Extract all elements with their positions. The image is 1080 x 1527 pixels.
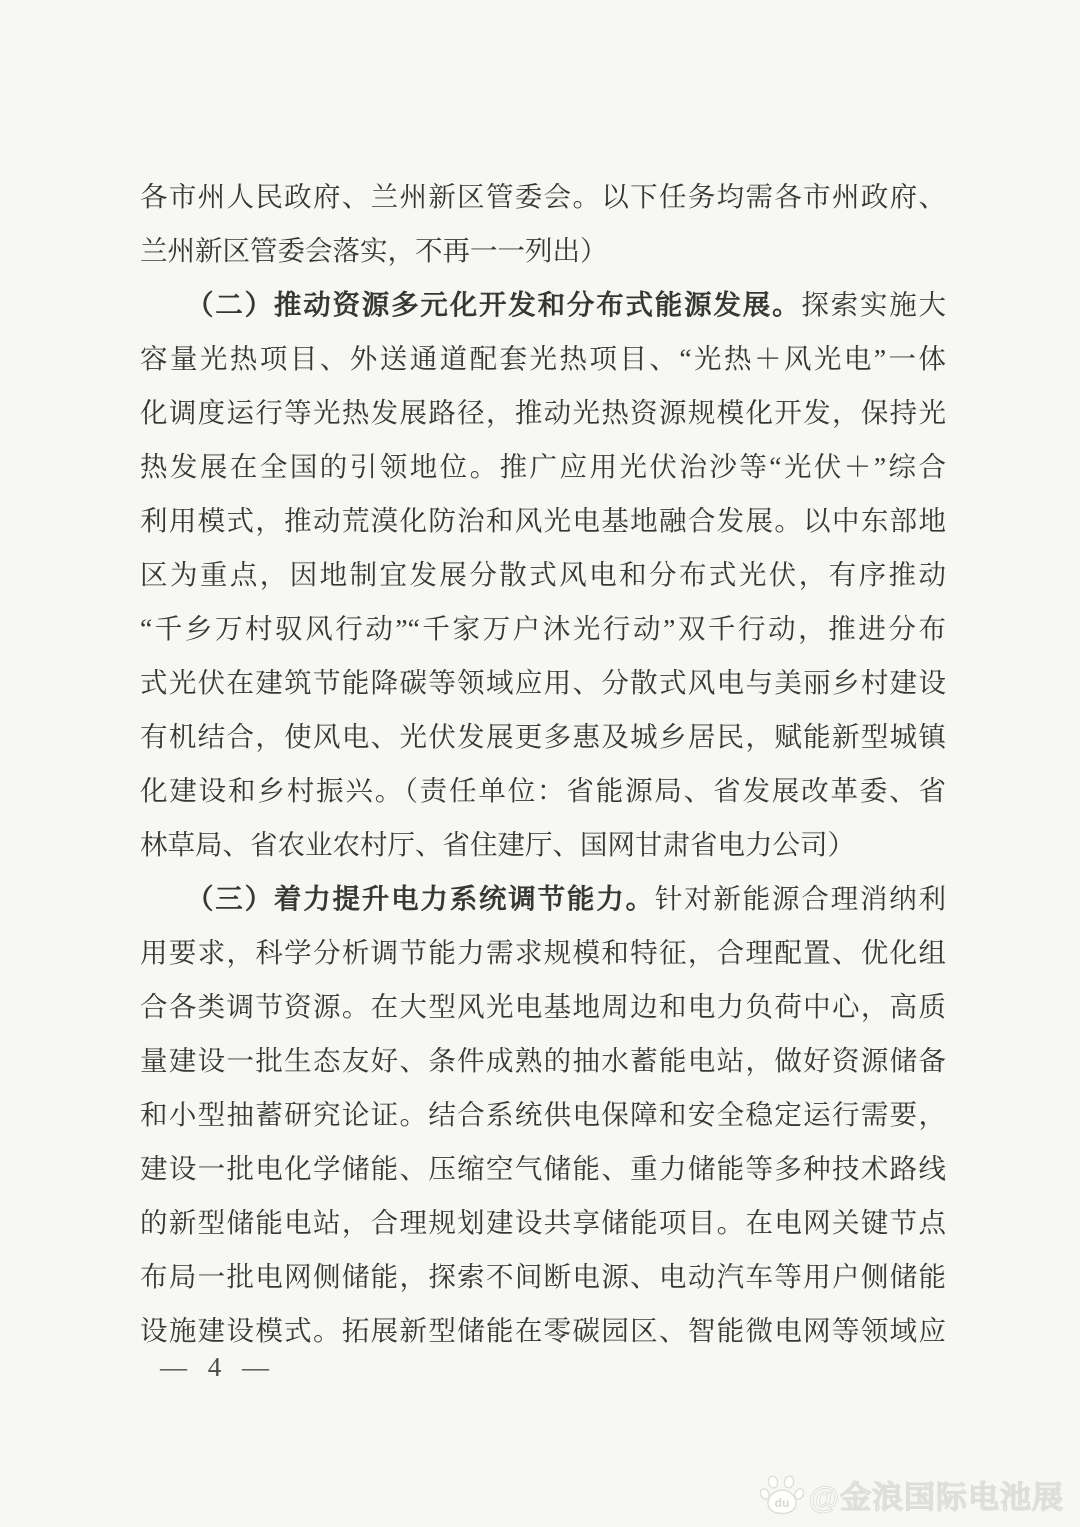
paragraph-line: 林草局、省农业农村厅、省住建厅、国网甘肃省电力公司）: [140, 829, 855, 860]
paragraph-line: 的新型储能电站，合理规划建设共享储能项目。在电网关键节点: [140, 1207, 946, 1238]
paragraph-line: 区为重点，因地制宜发展分散式风电和分布式光伏，有序推动: [140, 559, 946, 590]
watermark-text: @金浪国际电池展: [808, 1480, 1064, 1515]
section-heading: （二）推动资源多元化开发和分布式能源发展。: [186, 289, 802, 320]
paragraph-line: 利用模式，推动荒漠化防治和风光电基地融合发展。以中东部地: [140, 505, 946, 536]
paragraph-lead-line: [140, 872, 946, 926]
paragraph-line: 有机结合，使风电、光伏发展更多惠及城乡居民，赋能新型城镇: [140, 721, 946, 752]
paragraph-line: 化调度运行等光热发展路径，推动光热资源规模化开发，保持光: [140, 397, 946, 428]
section-heading: （三）着力提升电力系统调节能力。: [186, 883, 655, 914]
paw-icon-label: du: [774, 1495, 790, 1510]
paragraph-line: 和小型抽蓄研究论证。结合系统供电保障和安全稳定运行需要，: [140, 1099, 946, 1130]
paragraph-line: 布局一批电网侧储能，探索不间断电源、电动汽车等用户侧储能: [140, 1261, 946, 1292]
paragraph-text: 针对新能源合理消纳利: [654, 883, 947, 914]
paragraph-lead-line: [140, 278, 946, 332]
paragraph-line: 用要求，科学分析调节能力需求规模和特征，合理配置、优化组: [140, 937, 946, 968]
paragraph-line: 兰州新区管委会落实，不再一一列出）: [140, 235, 608, 266]
watermark: [760, 1472, 1064, 1517]
paragraph-line: 热发展在全国的引领地位。推广应用光伏治沙等“光伏＋”综合: [140, 451, 946, 482]
paragraph-line: 式光伏在建筑节能降碳等领域应用、分散式风电与美丽乡村建设: [140, 667, 946, 698]
paragraph-line: 设施建设模式。拓展新型储能在零碳园区、智能微电网等领域应: [140, 1315, 946, 1346]
paragraph-line: 量建设一批生态友好、条件成熟的抽水蓄能电站，做好资源储备: [140, 1045, 946, 1076]
document-body: [140, 170, 946, 1358]
paragraph-line: 建设一批电化学储能、压缩空气储能、重力储能等多种技术路线: [140, 1153, 946, 1184]
paragraph-line: 各市州人民政府、兰州新区管委会。以下任务均需各市州政府、: [140, 181, 946, 212]
paragraph-line: 合各类调节资源。在大型风光电基地周边和电力负荷中心，高质: [140, 991, 946, 1022]
page-number: — 4 —: [160, 1352, 276, 1382]
paragraph-line: “千乡万村驭风行动”“千家万户沐光行动”双千行动，推进分布: [140, 613, 946, 644]
baidu-paw-icon: [760, 1474, 804, 1516]
paragraph-line: 化建设和乡村振兴。（责任单位：省能源局、省发展改革委、省: [140, 775, 946, 806]
paragraph-line: 容量光热项目、外送通道配套光热项目、“光热＋风光电”一体: [140, 343, 946, 374]
paragraph-text: 探索实施大: [801, 289, 947, 320]
